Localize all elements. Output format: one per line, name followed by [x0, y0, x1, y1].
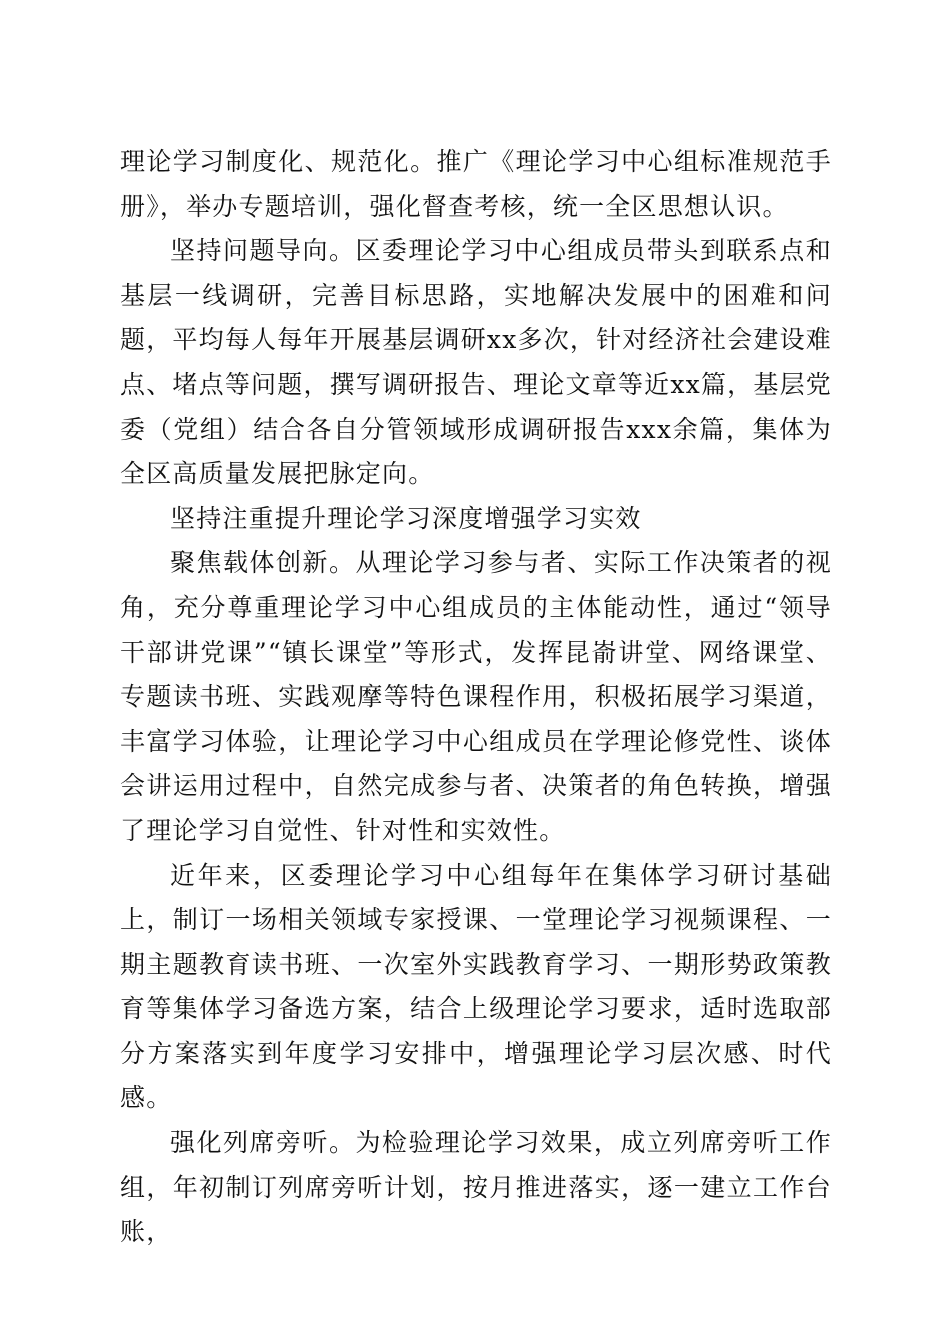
paragraph-4: 近年来，区委理论学习中心组每年在集体学习研讨基础上，制订一场相关领域专家授课、一堂理论学习视频课程、一期主题教育读书班、一次室外实践教育学习、一期形势政策教育等集体学习备选方案，结合上级理论学习要求，适时选取部分方案落实到年度学习安排中，增强理论学习层次感、时代感。 [120, 860, 832, 1113]
paragraph-5: 强化列席旁听。为检验理论学习效果，成立列席旁听工作组，年初制订列席旁听计划，按月推进落实，逐一建立工作台账， [120, 1128, 832, 1247]
paragraph-2: 坚持问题导向。区委理论学习中心组成员带头到联系点和基层一线调研，完善目标思路，实地解决发展中的困难和问题，平均每人每年开展基层调研xx多次，针对经济社会建设难点、堵点等问题，撰写调研报告、理论文章等近xx篇，基层党委（党组）结合各自分管领域形成调研报告xxx余篇，集体为全区高质量发展把脉定向。 [120, 236, 832, 489]
paragraph-1: 理论学习制度化、规范化。推广《理论学习中心组标准规范手册》，举办专题培训，强化督查考核，统一全区思想认识。 [120, 147, 832, 221]
paragraph-3: 聚焦载体创新。从理论学习参与者、实际工作决策者的视角，充分尊重理论学习中心组成员的主体能动性，通过“领导干部讲党课”“镇长课堂”等形式，发挥昆嵛讲堂、网络课堂、专题读书班、实践观摩等特色课程作用，积极拓展学习渠道，丰富学习体验，让理论学习中心组成员在学理论修党性、谈体会讲运用过程中，自然完成参与者、决策者的角色转换，增强了理论学习自觉性、针对性和实效性。 [120, 548, 832, 845]
section-heading: 坚持注重提升理论学习深度增强学习实效 [170, 503, 642, 533]
document-body [120, 140, 832, 1255]
